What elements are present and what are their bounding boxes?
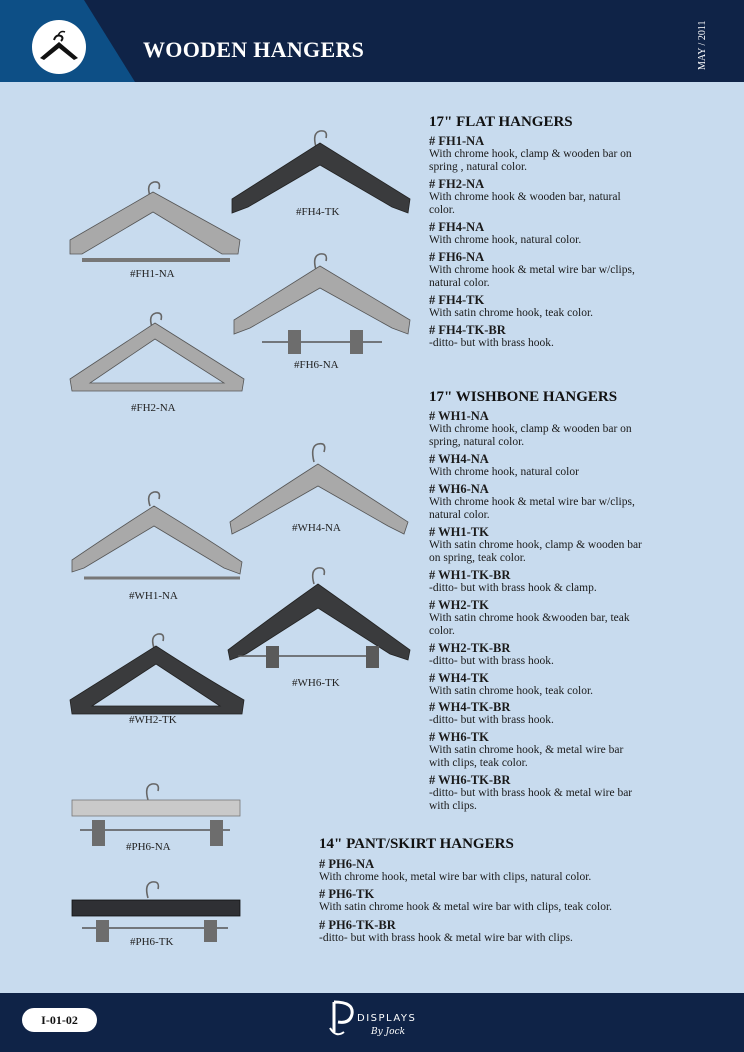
wishbone-item-wh4-tk-br xyxy=(429,701,644,727)
item-desc: With chrome hook, metal wire bar with clips, natural color. xyxy=(319,871,592,883)
brand-tagline: By Jock xyxy=(371,1027,406,1037)
caption-wh1-na: #WH1-NA xyxy=(129,590,178,602)
item-desc: With chrome hook & wooden bar, natural color. xyxy=(429,191,621,216)
pant-item-ph6-tk-br xyxy=(319,919,659,945)
wh2-tk-hanger-image xyxy=(68,620,246,718)
item-code: # FH2-NA xyxy=(429,177,485,191)
item-code: # WH2-TK-BR xyxy=(429,641,511,655)
page-number: I-01-02 xyxy=(22,1008,97,1032)
item-code: # FH1-NA xyxy=(429,134,485,148)
item-desc: With chrome hook, clamp & wooden bar on spring, natural color. xyxy=(429,423,632,448)
item-code: # WH4-TK xyxy=(429,671,489,685)
wh4-na-hanger-image xyxy=(228,428,410,536)
caption-wh4-na: #WH4-NA xyxy=(292,522,341,534)
item-desc: -ditto- but with brass hook. xyxy=(429,655,554,667)
item-code: # PH6-NA xyxy=(319,857,375,871)
item-code: # PH6-TK xyxy=(319,887,375,901)
item-desc: With chrome hook, clamp & wooden bar on spring , natural color. xyxy=(429,148,632,173)
item-desc: -ditto- but with brass hook & metal wire bar with clips. xyxy=(319,932,573,944)
flat-item-fh2-na xyxy=(429,178,644,217)
item-code: # WH6-TK-BR xyxy=(429,773,511,787)
caption-fh4-tk: #FH4-TK xyxy=(296,206,340,218)
wishbone-item-wh2-tk-br xyxy=(429,642,644,668)
item-desc: With satin chrome hook & metal wire bar with clips, teak color. xyxy=(319,901,613,913)
item-desc: With chrome hook & metal wire bar w/clips, natural color. xyxy=(429,264,635,289)
item-code: # WH2-TK xyxy=(429,598,489,612)
item-desc: With satin chrome hook, teak color. xyxy=(429,307,594,319)
flat-item-fh6-na xyxy=(429,251,644,290)
item-desc: With satin chrome hook, & metal wire bar with clips, teak color. xyxy=(429,744,624,769)
fh2-na-hanger-image xyxy=(68,303,246,393)
wh1-na-hanger-image xyxy=(70,480,245,585)
item-desc: With satin chrome hook &wooden bar, teak color. xyxy=(429,612,630,637)
wishbone-item-wh4-tk xyxy=(429,672,644,698)
item-code: # WH1-NA xyxy=(429,409,489,423)
pant-skirt-hangers-title: 14" PANT/SKIRT HANGERS xyxy=(319,836,514,852)
flat-hangers-title: 17" FLAT HANGERS xyxy=(429,114,573,130)
item-desc: -ditto- but with brass hook. xyxy=(429,714,554,726)
flat-item-fh4-tk-br xyxy=(429,324,644,350)
item-code: # WH6-TK xyxy=(429,730,489,744)
item-code: # WH4-TK-BR xyxy=(429,700,511,714)
item-desc: With satin chrome hook, teak color. xyxy=(429,685,594,697)
item-code: # WH1-TK-BR xyxy=(429,568,511,582)
flat-item-fh1-na xyxy=(429,135,644,174)
wishbone-hangers-title: 17" WISHBONE HANGERS xyxy=(429,389,618,405)
item-code: # PH6-TK-BR xyxy=(319,918,396,932)
item-desc: -ditto- but with brass hook & clamp. xyxy=(429,582,597,594)
flat-item-fh4-tk xyxy=(429,294,644,320)
pant-item-ph6-na xyxy=(319,858,659,884)
item-desc: With chrome hook, natural color. xyxy=(429,234,582,246)
item-desc: With chrome hook, natural color xyxy=(429,466,579,478)
wishbone-item-wh1-tk xyxy=(429,526,644,565)
item-code: # WH4-NA xyxy=(429,452,489,466)
item-desc: -ditto- but with brass hook & metal wire bar with clips. xyxy=(429,787,633,812)
caption-ph6-na: #PH6-NA xyxy=(126,841,171,853)
page-title: WOODEN HANGERS xyxy=(143,37,365,62)
caption-fh1-na: #FH1-NA xyxy=(130,268,175,280)
wishbone-item-wh2-tk xyxy=(429,599,644,638)
item-code: # FH4-TK xyxy=(429,293,485,307)
item-code: # FH4-NA xyxy=(429,220,485,234)
flat-item-fh4-na xyxy=(429,221,644,247)
wishbone-item-wh6-tk xyxy=(429,731,644,770)
fh1-na-hanger-image xyxy=(68,168,243,268)
caption-fh6-na: #FH6-NA xyxy=(294,359,339,371)
brand-logo-icon xyxy=(328,998,358,1038)
wishbone-item-wh4-na xyxy=(429,453,644,479)
wishbone-item-wh6-tk-br xyxy=(429,774,644,813)
issue-date: MAY / 2011 xyxy=(697,20,708,70)
caption-wh6-tk: #WH6-TK xyxy=(292,677,340,689)
item-desc: With satin chrome hook, clamp & wooden bar on spring, teak color. xyxy=(429,539,642,564)
ph6-na-hanger-image xyxy=(70,768,242,848)
item-code: # FH4-TK-BR xyxy=(429,323,506,337)
caption-wh2-tk: #WH2-TK xyxy=(129,714,177,726)
wishbone-item-wh1-tk-br xyxy=(429,569,644,595)
item-code: # WH1-TK xyxy=(429,525,489,539)
wishbone-item-wh6-na xyxy=(429,483,644,522)
caption-ph6-tk: #PH6-TK xyxy=(130,936,174,948)
item-desc: With chrome hook & metal wire bar w/clips, natural color. xyxy=(429,496,635,521)
wishbone-item-wh1-na xyxy=(429,410,644,449)
ph6-tk-hanger-image xyxy=(70,862,242,944)
item-code: # WH6-NA xyxy=(429,482,489,496)
wh6-tk-hanger-image xyxy=(226,556,412,670)
brand-name: DISPLAYS xyxy=(357,1013,417,1024)
hanger-logo-icon xyxy=(32,20,86,74)
item-code: # FH6-NA xyxy=(429,250,485,264)
pant-item-ph6-tk xyxy=(319,888,659,914)
caption-fh2-na: #FH2-NA xyxy=(131,402,176,414)
fh4-tk-hanger-image xyxy=(230,115,412,215)
item-desc: -ditto- but with brass hook. xyxy=(429,337,554,349)
fh6-na-hanger-image xyxy=(232,240,412,358)
